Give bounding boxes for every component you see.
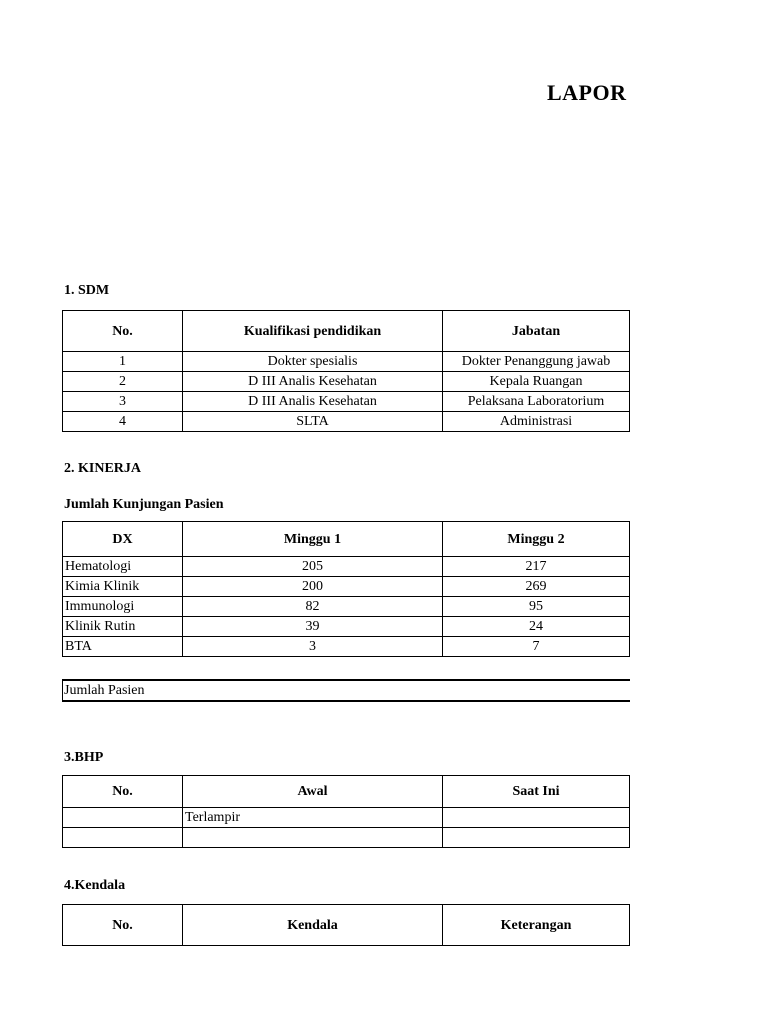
table-cell: 4 <box>63 412 183 432</box>
table-row <box>63 828 630 848</box>
table-cell: D III Analis Kesehatan <box>183 372 443 392</box>
kendala-table <box>62 904 630 946</box>
table-cell: 2 <box>63 372 183 392</box>
bhp-header-no: No. <box>63 776 183 808</box>
table-cell <box>443 808 630 828</box>
table-cell: 269 <box>443 577 630 597</box>
table-cell: Pelaksana Laboratorium <box>443 392 630 412</box>
kendala-header-no: No. <box>63 905 183 946</box>
table-row <box>63 808 630 828</box>
table-cell: SLTA <box>183 412 443 432</box>
table-cell <box>63 828 183 848</box>
table-cell: Dokter spesialis <box>183 352 443 372</box>
table-cell: 200 <box>183 577 443 597</box>
table-cell: 3 <box>183 637 443 657</box>
table-cell: 39 <box>183 617 443 637</box>
bhp-header-saat-ini: Saat Ini <box>443 776 630 808</box>
table-cell: 205 <box>183 557 443 577</box>
bhp-header-awal: Awal <box>183 776 443 808</box>
table-row <box>63 412 630 432</box>
sdm-header-jabatan: Jabatan <box>443 311 630 352</box>
table-cell: 82 <box>183 597 443 617</box>
table-row <box>63 597 630 617</box>
table-cell: Dokter Penanggung jawab <box>443 352 630 372</box>
table-row <box>63 577 630 597</box>
table-cell: Immunologi <box>63 597 183 617</box>
kendala-heading: 4.Kendala <box>64 878 126 893</box>
kinerja-subheading: Jumlah Kunjungan Pasien <box>64 497 224 512</box>
kendala-header-keterangan: Keterangan <box>443 905 630 946</box>
table-cell: Terlampir <box>183 808 443 828</box>
kinerja-header-minggu1: Minggu 1 <box>183 522 443 557</box>
table-cell: Administrasi <box>443 412 630 432</box>
table-cell: 24 <box>443 617 630 637</box>
kinerja-heading: 2. KINERJA <box>64 461 142 476</box>
table-cell <box>63 808 183 828</box>
table-row <box>63 637 630 657</box>
kendala-header-kendala: Kendala <box>183 905 443 946</box>
table-cell: 217 <box>443 557 630 577</box>
bhp-header-row <box>63 776 630 808</box>
table-cell <box>443 828 630 848</box>
table-cell: BTA <box>63 637 183 657</box>
table-cell: Kimia Klinik <box>63 577 183 597</box>
sdm-table <box>62 310 630 432</box>
kinerja-header-dx: DX <box>63 522 183 557</box>
sdm-header-no: No. <box>63 311 183 352</box>
kinerja-header-row <box>63 522 630 557</box>
kinerja-header-minggu2: Minggu 2 <box>443 522 630 557</box>
jumlah-pasien-row: Jumlah Pasien <box>62 679 630 702</box>
table-row <box>63 392 630 412</box>
kinerja-table <box>62 521 630 657</box>
bhp-heading: 3.BHP <box>64 750 104 765</box>
kendala-header-row <box>63 905 630 946</box>
bhp-table <box>62 775 630 848</box>
report-title: LAPOR <box>547 80 627 105</box>
table-cell: Kepala Ruangan <box>443 372 630 392</box>
table-row <box>63 557 630 577</box>
table-cell: 1 <box>63 352 183 372</box>
table-cell: 3 <box>63 392 183 412</box>
sdm-heading: 1. SDM <box>64 283 110 298</box>
sdm-header-row <box>63 311 630 352</box>
table-cell: 7 <box>443 637 630 657</box>
table-row <box>63 352 630 372</box>
table-cell: Hematologi <box>63 557 183 577</box>
table-cell: D III Analis Kesehatan <box>183 392 443 412</box>
sdm-header-kualifikasi: Kualifikasi pendidikan <box>183 311 443 352</box>
table-row <box>63 617 630 637</box>
table-cell: 95 <box>443 597 630 617</box>
table-cell: Klinik Rutin <box>63 617 183 637</box>
table-row <box>63 372 630 392</box>
table-cell <box>183 828 443 848</box>
